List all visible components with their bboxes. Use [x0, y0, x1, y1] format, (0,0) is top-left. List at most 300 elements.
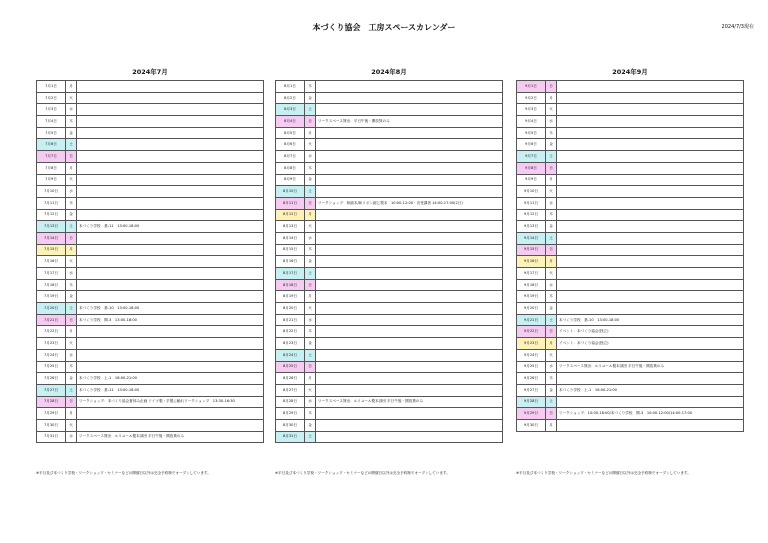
- date-cell: 8月11日: [276, 197, 305, 209]
- calendar-row: [37, 396, 264, 408]
- date-cell: 9月10日: [517, 186, 546, 198]
- event-cell: [77, 151, 264, 163]
- date-cell: 9月23日: [517, 338, 546, 350]
- weekday-cell: 土: [546, 232, 557, 244]
- date-cell: 7月29日: [37, 408, 66, 420]
- date-cell: 9月9日: [517, 174, 546, 186]
- weekday-cell: 火: [305, 139, 316, 151]
- calendar-row: [276, 186, 503, 198]
- weekday-cell: 月: [66, 244, 77, 256]
- date-cell: 8月28日: [276, 396, 305, 408]
- date-cell: 8月17日: [276, 268, 305, 280]
- date-cell: 7月20日: [37, 303, 66, 315]
- weekday-cell: 月: [66, 408, 77, 420]
- calendar-row: [37, 221, 264, 233]
- date-cell: 8月30日: [276, 419, 305, 431]
- date-cell: 7月30日: [37, 419, 66, 431]
- calendar-row: [517, 186, 744, 198]
- weekday-cell: 月: [546, 92, 557, 104]
- event-cell: [316, 431, 503, 443]
- weekday-cell: 水: [305, 314, 316, 326]
- footnote-august: ※平日及び本づくり学校・ワークショップ・セミナーなどの開催日以外は完全予約制でオープンしています。: [275, 471, 450, 475]
- event-cell: [316, 221, 503, 233]
- event-cell: [557, 104, 744, 116]
- event-cell: [557, 396, 744, 408]
- event-cell: [77, 326, 264, 338]
- event-cell: [557, 279, 744, 291]
- event-cell: [557, 256, 744, 268]
- event-cell: [557, 303, 744, 315]
- weekday-cell: 金: [305, 174, 316, 186]
- calendar-row: [276, 419, 503, 431]
- event-cell: [77, 291, 264, 303]
- weekday-cell: 火: [546, 268, 557, 280]
- date-cell: 8月1日: [276, 81, 305, 93]
- calendar-row: [37, 162, 264, 174]
- weekday-cell: 土: [66, 139, 77, 151]
- calendar-row: [517, 268, 744, 280]
- date-cell: 8月15日: [276, 244, 305, 256]
- calendar-row: [517, 139, 744, 151]
- calendar-row: [37, 419, 264, 431]
- weekday-cell: 月: [66, 326, 77, 338]
- weekday-cell: 土: [305, 349, 316, 361]
- calendar-row: [37, 268, 264, 280]
- event-cell: 本づくり学校 上-1 18:00-21:00: [557, 384, 744, 396]
- date-cell: 9月22日: [517, 326, 546, 338]
- calendar-row: [37, 279, 264, 291]
- calendar-row: [276, 431, 503, 443]
- calendar-row: [276, 291, 503, 303]
- weekday-cell: 月: [305, 209, 316, 221]
- date-cell: 8月12日: [276, 209, 305, 221]
- event-cell: 本づくり学校 基-10 13:00-18:00: [77, 303, 264, 315]
- event-cell: [77, 256, 264, 268]
- month-title-august: 2024年8月: [371, 68, 407, 76]
- calendar-row: [276, 396, 503, 408]
- calendar-row: [517, 338, 744, 350]
- date-cell: 7月13日: [37, 221, 66, 233]
- weekday-cell: 火: [305, 303, 316, 315]
- date-cell: 8月18日: [276, 279, 305, 291]
- event-cell: [77, 244, 264, 256]
- calendar-row: [37, 314, 264, 326]
- event-cell: [557, 268, 744, 280]
- event-cell: [77, 92, 264, 104]
- weekday-cell: 火: [305, 384, 316, 396]
- date-cell: 8月16日: [276, 256, 305, 268]
- weekday-cell: 水: [546, 197, 557, 209]
- event-cell: [316, 104, 503, 116]
- calendar-row: [37, 92, 264, 104]
- calendar-row: [276, 384, 503, 396]
- calendar-row: [37, 338, 264, 350]
- calendar-row: [37, 291, 264, 303]
- calendar-row: [37, 174, 264, 186]
- calendar-row: [276, 349, 503, 361]
- weekday-cell: 木: [546, 373, 557, 385]
- weekday-cell: 日: [546, 408, 557, 420]
- weekday-cell: 水: [546, 361, 557, 373]
- weekday-cell: 火: [66, 92, 77, 104]
- date-cell: 8月31日: [276, 431, 305, 443]
- calendar-row: [37, 244, 264, 256]
- calendar-row: [276, 373, 503, 385]
- weekday-cell: 木: [305, 81, 316, 93]
- calendar-row: [517, 197, 744, 209]
- weekday-cell: 火: [66, 338, 77, 350]
- date-cell: 8月14日: [276, 232, 305, 244]
- date-cell: 7月21日: [37, 314, 66, 326]
- weekday-cell: 水: [66, 349, 77, 361]
- event-cell: [316, 232, 503, 244]
- calendar-row: [276, 268, 503, 280]
- date-cell: 9月29日: [517, 408, 546, 420]
- date-cell: 7月12日: [37, 209, 66, 221]
- weekday-cell: 日: [66, 151, 77, 163]
- weekday-cell: 火: [546, 186, 557, 198]
- calendar-row: [276, 116, 503, 128]
- calendar-row: [517, 162, 744, 174]
- calendar-row: [276, 408, 503, 420]
- weekday-cell: 火: [66, 256, 77, 268]
- weekday-cell: 土: [305, 431, 316, 443]
- date-cell: 8月3日: [276, 104, 305, 116]
- calendar-row: [517, 174, 744, 186]
- date-cell: 8月5日: [276, 127, 305, 139]
- event-cell: [316, 186, 503, 198]
- weekday-cell: 水: [66, 186, 77, 198]
- weekday-cell: 月: [546, 338, 557, 350]
- event-cell: ワークスペース貸出：平日午後・開放貸のみ: [316, 116, 503, 128]
- date-cell: 8月9日: [276, 174, 305, 186]
- event-cell: [557, 244, 744, 256]
- as-of-date: 2024/7/3現在: [721, 24, 754, 30]
- weekday-cell: 水: [66, 431, 77, 443]
- calendar-row: [37, 139, 264, 151]
- date-cell: 7月11日: [37, 197, 66, 209]
- weekday-cell: 日: [66, 396, 77, 408]
- calendar-row: [517, 291, 744, 303]
- calendar-row: [517, 303, 744, 315]
- event-cell: [316, 81, 503, 93]
- date-cell: 8月13日: [276, 221, 305, 233]
- date-cell: 7月17日: [37, 268, 66, 280]
- event-cell: [557, 92, 744, 104]
- event-cell: ワークスペース貸出：ルリユール製本部団 平日午後・開放貸のみ: [316, 396, 503, 408]
- weekday-cell: 土: [546, 151, 557, 163]
- date-cell: 9月20日: [517, 303, 546, 315]
- weekday-cell: 水: [66, 268, 77, 280]
- date-cell: 7月6日: [37, 139, 66, 151]
- weekday-cell: 土: [66, 221, 77, 233]
- weekday-cell: 月: [305, 127, 316, 139]
- event-cell: 本づくり学校 基-11 13:00-18:00: [77, 221, 264, 233]
- calendar-row: [276, 92, 503, 104]
- calendar-september: [516, 80, 744, 432]
- event-cell: [316, 291, 503, 303]
- calendar-row: [37, 349, 264, 361]
- weekday-cell: 月: [546, 256, 557, 268]
- date-cell: 9月26日: [517, 373, 546, 385]
- date-cell: 9月12日: [517, 209, 546, 221]
- event-cell: [316, 151, 503, 163]
- calendar-july: [36, 80, 264, 443]
- weekday-cell: 土: [305, 186, 316, 198]
- event-cell: [77, 349, 264, 361]
- calendar-row: [517, 419, 744, 431]
- event-cell: [316, 174, 503, 186]
- footnote-july: ※平日及び本づくり学校・ワークショップ・セミナーなどの開催日以外は完全予約制でオープンしています。: [36, 471, 211, 475]
- weekday-cell: 土: [305, 104, 316, 116]
- weekday-cell: 木: [305, 408, 316, 420]
- date-cell: 7月5日: [37, 127, 66, 139]
- calendar-row: [276, 244, 503, 256]
- weekday-cell: 日: [305, 279, 316, 291]
- date-cell: 7月18日: [37, 279, 66, 291]
- weekday-cell: 金: [546, 221, 557, 233]
- date-cell: 8月2日: [276, 92, 305, 104]
- event-cell: [557, 197, 744, 209]
- date-cell: 9月27日: [517, 384, 546, 396]
- date-cell: 9月14日: [517, 232, 546, 244]
- calendar-august: [275, 80, 503, 443]
- date-cell: 7月25日: [37, 361, 66, 373]
- calendar-row: [37, 151, 264, 163]
- calendar-row: [37, 127, 264, 139]
- calendar-row: [517, 408, 744, 420]
- date-cell: 7月27日: [37, 384, 66, 396]
- weekday-cell: 月: [305, 373, 316, 385]
- page-title: 本づくり協会 工房スペースカレンダー: [312, 23, 456, 32]
- calendar-row: [517, 256, 744, 268]
- event-cell: [77, 408, 264, 420]
- event-cell: [316, 162, 503, 174]
- calendar-row: [517, 81, 744, 93]
- calendar-row: [517, 396, 744, 408]
- calendar-row: [517, 221, 744, 233]
- calendar-row: [276, 279, 503, 291]
- weekday-cell: 月: [66, 81, 77, 93]
- date-cell: 9月5日: [517, 127, 546, 139]
- event-cell: [316, 419, 503, 431]
- weekday-cell: 木: [66, 361, 77, 373]
- weekday-cell: 日: [546, 244, 557, 256]
- date-cell: 8月4日: [276, 116, 305, 128]
- date-cell: 9月25日: [517, 361, 546, 373]
- calendar-row: [276, 81, 503, 93]
- date-cell: 7月15日: [37, 244, 66, 256]
- date-cell: 8月22日: [276, 326, 305, 338]
- weekday-cell: 日: [546, 81, 557, 93]
- calendar-row: [276, 209, 503, 221]
- weekday-cell: 日: [305, 361, 316, 373]
- calendar-row: [37, 232, 264, 244]
- calendar-row: [276, 314, 503, 326]
- calendar-row: [517, 104, 744, 116]
- date-cell: 9月17日: [517, 268, 546, 280]
- weekday-cell: 水: [305, 396, 316, 408]
- calendar-row: [276, 162, 503, 174]
- calendar-row: [517, 127, 744, 139]
- calendar-row: [517, 314, 744, 326]
- event-cell: [316, 92, 503, 104]
- weekday-cell: 木: [305, 244, 316, 256]
- calendar-row: [517, 244, 744, 256]
- calendar-row: [37, 209, 264, 221]
- calendar-row: [37, 186, 264, 198]
- event-cell: [316, 326, 503, 338]
- event-cell: [316, 349, 503, 361]
- event-cell: [557, 373, 744, 385]
- date-cell: 7月19日: [37, 291, 66, 303]
- weekday-cell: 水: [305, 151, 316, 163]
- event-cell: イベント：本づくり協会(独立): [557, 326, 744, 338]
- date-cell: 9月6日: [517, 139, 546, 151]
- date-cell: 7月24日: [37, 349, 66, 361]
- weekday-cell: 月: [66, 162, 77, 174]
- weekday-cell: 日: [546, 326, 557, 338]
- date-cell: 7月22日: [37, 326, 66, 338]
- calendar-row: [37, 431, 264, 443]
- calendar-row: [517, 209, 744, 221]
- calendar-row: [517, 116, 744, 128]
- event-cell: [77, 209, 264, 221]
- calendar-row: [37, 104, 264, 116]
- event-cell: 本づくり学校 上-1 18:00-21:00: [77, 373, 264, 385]
- calendar-row: [276, 139, 503, 151]
- weekday-cell: 日: [305, 197, 316, 209]
- calendar-row: [37, 116, 264, 128]
- event-cell: [77, 174, 264, 186]
- date-cell: 7月31日: [37, 431, 66, 443]
- date-cell: 7月2日: [37, 92, 66, 104]
- date-cell: 8月29日: [276, 408, 305, 420]
- weekday-cell: 火: [66, 174, 77, 186]
- event-cell: [557, 209, 744, 221]
- calendar-row: [37, 256, 264, 268]
- calendar-row: [37, 197, 264, 209]
- event-cell: [557, 127, 744, 139]
- date-cell: 9月15日: [517, 244, 546, 256]
- calendar-row: [37, 361, 264, 373]
- event-cell: [316, 279, 503, 291]
- event-cell: [557, 139, 744, 151]
- calendar-row: [276, 104, 503, 116]
- date-cell: 7月9日: [37, 174, 66, 186]
- weekday-cell: 土: [66, 384, 77, 396]
- date-cell: 8月23日: [276, 338, 305, 350]
- event-cell: ワークスペース貸出：ルリユール製本部団 平日午後・開放貸のみ: [77, 431, 264, 443]
- weekday-cell: 火: [66, 419, 77, 431]
- date-cell: 9月24日: [517, 349, 546, 361]
- weekday-cell: 土: [546, 396, 557, 408]
- event-cell: [316, 268, 503, 280]
- calendar-row: [37, 384, 264, 396]
- calendar-row: [276, 256, 503, 268]
- weekday-cell: 木: [546, 291, 557, 303]
- date-cell: 9月3日: [517, 104, 546, 116]
- date-cell: 9月4日: [517, 116, 546, 128]
- date-cell: 7月23日: [37, 338, 66, 350]
- event-cell: [77, 116, 264, 128]
- event-cell: [316, 314, 503, 326]
- event-cell: [557, 151, 744, 163]
- weekday-cell: 木: [66, 279, 77, 291]
- calendar-row: [276, 174, 503, 186]
- month-title-july: 2024年7月: [132, 68, 168, 76]
- event-cell: [77, 81, 264, 93]
- weekday-cell: 金: [66, 291, 77, 303]
- date-cell: 7月14日: [37, 232, 66, 244]
- weekday-cell: 水: [546, 116, 557, 128]
- date-cell: 9月16日: [517, 256, 546, 268]
- date-cell: 8月8日: [276, 162, 305, 174]
- calendar-row: [517, 326, 744, 338]
- event-cell: [77, 162, 264, 174]
- weekday-cell: 日: [66, 314, 77, 326]
- calendar-row: [517, 349, 744, 361]
- event-cell: イベント：本づくり協会(独立): [557, 338, 744, 350]
- event-cell: [316, 139, 503, 151]
- date-cell: 7月3日: [37, 104, 66, 116]
- weekday-cell: 木: [66, 197, 77, 209]
- event-cell: [77, 338, 264, 350]
- event-cell: [316, 338, 503, 350]
- weekday-cell: 木: [546, 127, 557, 139]
- date-cell: 8月21日: [276, 314, 305, 326]
- event-cell: [557, 232, 744, 244]
- calendar-row: [276, 361, 503, 373]
- date-cell: 9月11日: [517, 197, 546, 209]
- date-cell: 7月4日: [37, 116, 66, 128]
- weekday-cell: 水: [546, 279, 557, 291]
- event-cell: [316, 303, 503, 315]
- event-cell: [557, 291, 744, 303]
- date-cell: 7月28日: [37, 396, 66, 408]
- event-cell: [557, 221, 744, 233]
- calendar-row: [276, 326, 503, 338]
- calendar-row: [517, 373, 744, 385]
- date-cell: 8月25日: [276, 361, 305, 373]
- month-title-september: 2024年9月: [612, 68, 648, 76]
- calendar-row: [517, 361, 744, 373]
- calendar-row: [276, 303, 503, 315]
- weekday-cell: 木: [546, 209, 557, 221]
- date-cell: 8月10日: [276, 186, 305, 198]
- date-cell: 7月7日: [37, 151, 66, 163]
- weekday-cell: 金: [66, 127, 77, 139]
- date-cell: 9月8日: [517, 162, 546, 174]
- event-cell: [557, 349, 744, 361]
- date-cell: 8月24日: [276, 349, 305, 361]
- date-cell: 9月2日: [517, 92, 546, 104]
- weekday-cell: 木: [305, 162, 316, 174]
- event-cell: [557, 186, 744, 198]
- event-cell: [77, 419, 264, 431]
- calendar-row: [276, 197, 503, 209]
- weekday-cell: 火: [546, 349, 557, 361]
- date-cell: 8月6日: [276, 139, 305, 151]
- event-cell: 本づくり学校 基-11 13:00-18:00: [77, 384, 264, 396]
- date-cell: 8月26日: [276, 373, 305, 385]
- date-cell: 9月13日: [517, 221, 546, 233]
- calendar-row: [517, 92, 744, 104]
- weekday-cell: 火: [546, 104, 557, 116]
- event-cell: ワークショップ：本づくり協会夏休み企画 ドイツ製・手製に触れワークショップ 13:30-16:30: [77, 396, 264, 408]
- event-cell: ワークスペース貸出：ルリユール製本部団 平日午後・開放貸のみ: [557, 361, 744, 373]
- event-cell: [557, 81, 744, 93]
